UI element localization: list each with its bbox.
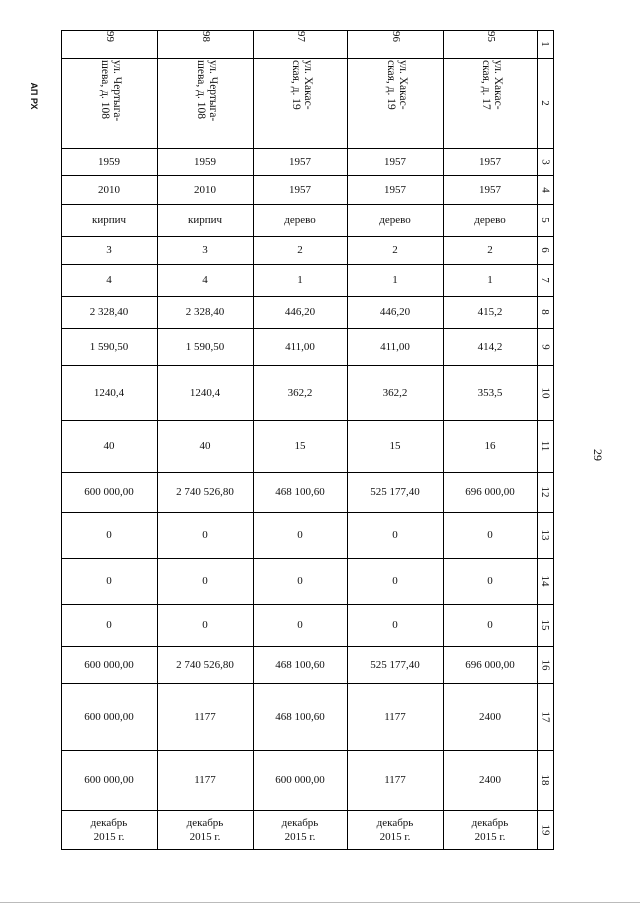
table-cell: 15 [294, 440, 306, 452]
table-cell: 4 [106, 274, 112, 286]
table-cell: 446,20 [379, 306, 411, 318]
record-address: ул. Чертыга- шева, д. 108 [195, 60, 219, 122]
record-number: 96 [390, 31, 402, 42]
table-cell: 0 [106, 619, 112, 631]
table-cell: 1177 [384, 710, 406, 723]
table-cell: 15 [389, 440, 401, 452]
column-number: 10 [539, 387, 551, 398]
deadline-cell: декабрь 2015 г. [281, 816, 319, 843]
column-number: 7 [539, 277, 551, 283]
table-cell: 525 177,40 [370, 486, 420, 498]
table-cell: 468 100,60 [275, 658, 325, 671]
archive-stamp: АП РХ [29, 82, 39, 110]
table-cell: 1959 [194, 155, 216, 168]
table-cell: 2010 [194, 183, 216, 196]
record-address: ул. Хакас- ская, д. 19 [385, 60, 409, 110]
table-cell: 2 740 526,80 [176, 658, 234, 671]
table-cell: 2400 [479, 710, 501, 723]
column-number: 13 [539, 529, 551, 541]
table-cell: 415,2 [477, 306, 503, 318]
table-cell: 16 [484, 440, 496, 452]
deadline-cell: декабрь 2015 г. [90, 816, 128, 843]
record-number: 99 [104, 31, 116, 42]
table-cell: 1 [297, 274, 303, 286]
table-cell: 0 [202, 575, 208, 587]
table-cell: 411,00 [380, 340, 410, 353]
table-cell: 40 [199, 440, 211, 452]
table-cell: 0 [297, 575, 303, 587]
table-cell: дерево [284, 214, 316, 226]
table-cell: 2 328,40 [185, 306, 225, 318]
table-cell: кирпич [187, 214, 223, 226]
page-number: 29 [591, 449, 605, 461]
table-cell: 0 [392, 529, 398, 541]
table-cell: 4 [202, 274, 208, 286]
table-cell: 0 [297, 529, 303, 541]
table-cell: дерево [379, 214, 411, 226]
table-cell: 0 [202, 619, 208, 631]
table-cell: 468 100,60 [275, 486, 325, 498]
table-cell: 353,5 [477, 386, 503, 399]
table-cell: 600 000,00 [84, 658, 134, 671]
table-cell: 40 [103, 440, 115, 452]
deadline-cell: декабрь 2015 г. [376, 816, 414, 843]
table-cell: 3 [106, 244, 112, 256]
table-cell: 525 177,40 [370, 658, 420, 671]
table-cell: 3 [202, 244, 208, 256]
column-number: 15 [539, 619, 551, 631]
table-cell: 2 [487, 244, 493, 256]
deadline-cell: декабрь 2015 г. [186, 816, 224, 843]
table-cell: 0 [202, 529, 208, 541]
table-cell: кирпич [91, 214, 127, 226]
column-number: 18 [539, 774, 551, 786]
table-cell: 0 [487, 575, 493, 587]
table-cell: 414,2 [477, 340, 503, 353]
table-cell: 1 [392, 274, 398, 286]
table-cell: 1177 [194, 710, 216, 723]
table-cell: 0 [487, 529, 493, 541]
column-number: 3 [539, 158, 551, 165]
deadline-cell: декабрь 2015 г. [471, 816, 509, 843]
table-cell: 2 740 526,80 [176, 486, 234, 498]
column-number: 4 [539, 186, 551, 193]
table-cell: 1957 [384, 155, 406, 168]
column-number: 16 [539, 659, 551, 670]
table-cell: 0 [106, 575, 112, 587]
column-number: 11 [539, 440, 551, 452]
record-number: 97 [295, 31, 307, 42]
column-number: 6 [539, 247, 551, 253]
table-cell: 0 [392, 575, 398, 587]
column-number: 9 [539, 343, 551, 350]
column-number: 19 [539, 824, 551, 835]
table-cell: 600 000,00 [84, 774, 134, 786]
table-cell: 1240,4 [189, 386, 221, 399]
record-address: ул. Чертыга- шева, д. 108 [99, 60, 123, 122]
table-cell: 411,00 [285, 340, 315, 353]
table-cell: 696 000,00 [465, 486, 515, 498]
column-number: 14 [539, 575, 551, 587]
table-cell: 2 328,40 [89, 306, 129, 318]
table-cell: дерево [474, 214, 506, 226]
table-cell: 600 000,00 [84, 486, 134, 498]
column-number: 2 [539, 100, 551, 106]
column-number: 5 [539, 217, 551, 223]
table-horizontal-rule [61, 849, 554, 850]
table-cell: 1957 [289, 183, 311, 196]
column-number: 12 [539, 486, 551, 498]
record-number: 98 [200, 31, 212, 42]
table-cell: 362,2 [287, 386, 313, 399]
table-cell: 468 100,60 [275, 710, 325, 723]
column-number: 1 [539, 41, 551, 47]
table-cell: 2 [297, 244, 303, 256]
record-address: ул. Хакас- ская, д. 17 [480, 60, 504, 110]
table-cell: 446,20 [284, 306, 316, 318]
table-cell: 1957 [289, 155, 311, 168]
table-cell: 1240,4 [93, 386, 125, 399]
table-cell: 1 [487, 274, 493, 286]
record-address: ул. Хакас- ская, д. 19 [290, 60, 314, 110]
table-cell: 0 [297, 619, 303, 631]
table-cell: 0 [487, 619, 493, 631]
table-cell: 600 000,00 [84, 710, 134, 723]
table-cell: 1177 [384, 774, 406, 786]
table-cell: 1957 [479, 155, 501, 168]
table-cell: 600 000,00 [275, 774, 325, 786]
table-cell: 1957 [479, 183, 501, 196]
table-cell: 0 [106, 529, 112, 541]
column-number: 8 [539, 309, 551, 315]
column-number: 17 [539, 711, 551, 722]
table-cell: 1957 [384, 183, 406, 196]
table-cell: 1959 [98, 155, 120, 168]
footer-divider [0, 902, 640, 903]
record-number: 95 [485, 31, 497, 42]
table-cell: 1 590,50 [89, 340, 129, 353]
table-cell: 1177 [194, 774, 216, 786]
table-cell: 2010 [98, 183, 120, 196]
table-cell: 2400 [479, 774, 501, 786]
table-cell: 1 590,50 [185, 340, 225, 353]
table-cell: 0 [392, 619, 398, 631]
table-cell: 696 000,00 [465, 658, 515, 671]
table-cell: 362,2 [382, 386, 408, 399]
table-cell: 2 [392, 244, 398, 256]
